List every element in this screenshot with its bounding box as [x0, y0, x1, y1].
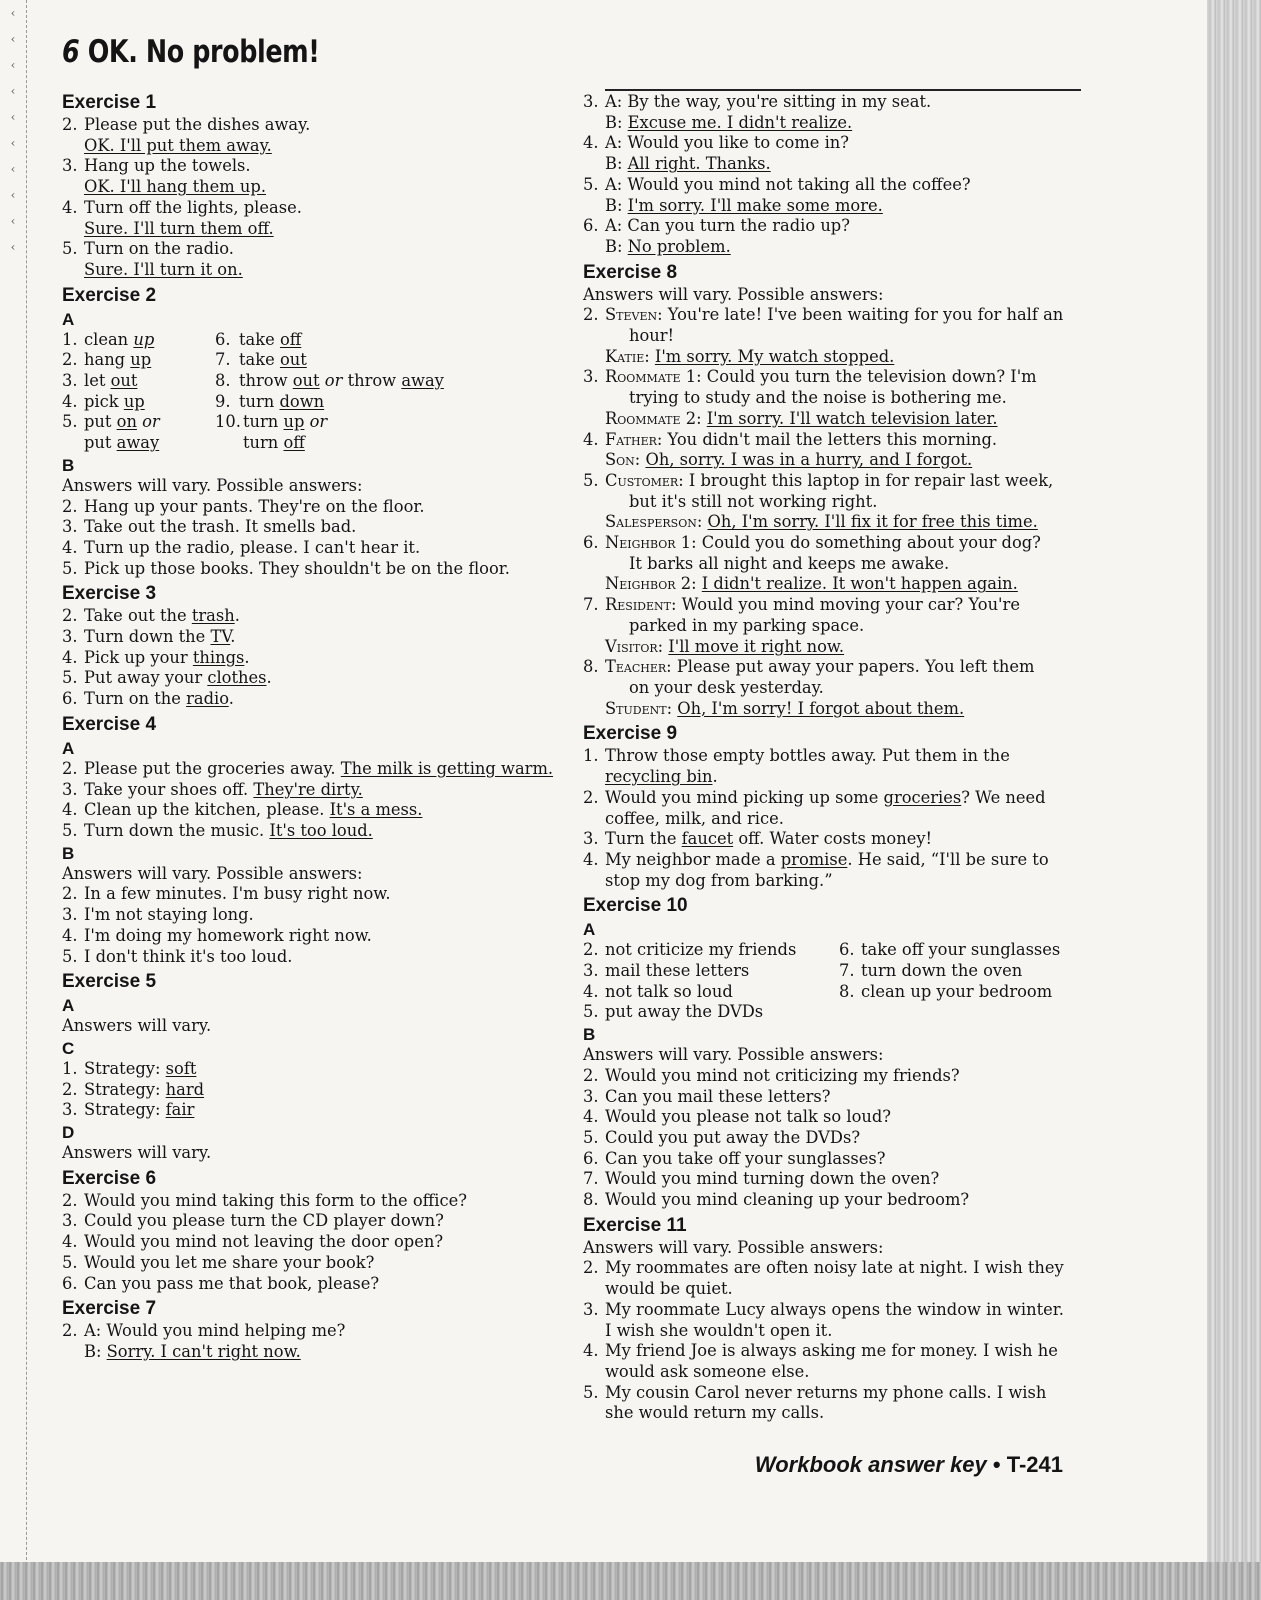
list-item: 1. Throw those empty bottles away. Put them in the — [583, 746, 1010, 766]
list-item: 4. not talk so loud — [583, 981, 733, 1001]
exercise-4-heading: Exercise 4 — [62, 713, 157, 735]
list-item: 2. In a few minutes. I'm busy right now. — [62, 884, 391, 904]
exercise-10-a-left — [583, 940, 839, 1023]
list-item: 2. Hang up your pants. They're on the floor. — [62, 496, 425, 516]
answer: B: Excuse me. I didn't realize. — [605, 112, 853, 132]
list-item: 4. A: Would you like to come in? — [583, 133, 850, 153]
list-item: 2. Take out the trash. — [62, 606, 240, 626]
list-item: 3. Can you mail these letters? — [583, 1086, 831, 1106]
list-item: 2. Strategy: hard — [62, 1079, 205, 1099]
exercise-6-heading: Exercise 6 — [62, 1167, 157, 1189]
list-item: 2. not criticize my friends — [583, 940, 797, 960]
answer: Sure. I'll turn them off. — [84, 218, 274, 238]
page-footer — [755, 1452, 1063, 1478]
exercise-10-heading: Exercise 10 — [583, 895, 688, 917]
dialog-line-cont: It barks all night and keeps me awake. — [629, 553, 950, 573]
dialog-line: 6. Neighbor 1: Could you do something about your dog? — [583, 533, 1041, 553]
answer-text: Answers will vary. — [62, 1016, 212, 1036]
list-item: 8. throw out or throw away — [215, 371, 444, 391]
exercise-1-heading: Exercise 1 — [62, 92, 157, 113]
section-a-label: A — [62, 309, 75, 329]
left-column — [62, 88, 562, 1363]
dialog-reply: Neighbor 2: I didn't realize. It won't happen again. — [605, 574, 1018, 594]
list-item: 3. I'm not staying long. — [62, 905, 254, 925]
list-item: 5. My cousin Carol never returns my phone calls. I wish — [583, 1382, 1047, 1402]
answer: B: Sorry. I can't right now. — [84, 1341, 301, 1361]
list-item-cont: coffee, milk, and rice. — [605, 808, 784, 828]
exercise-7-heading: Exercise 7 — [62, 1298, 157, 1320]
section-b-label: B — [62, 455, 75, 475]
list-item-cont: she would return my calls. — [605, 1403, 825, 1423]
section-a-label: A — [583, 920, 596, 940]
list-item: 1. clean up — [62, 329, 155, 349]
exercise-11-heading: Exercise 11 — [583, 1214, 687, 1236]
list-item: 3. let out — [62, 371, 138, 391]
page-number: T-241 — [1006, 1452, 1063, 1477]
dialog-line-cont: trying to study and the noise is bothering me. — [629, 388, 1007, 408]
list-item: 8. clean up your bedroom — [839, 981, 1053, 1001]
list-item: 5. I don't think it's too loud. — [62, 946, 293, 966]
list-item: 3. Take out the trash. It smells bad. — [62, 517, 357, 537]
list-item: 3. My roommate Lucy always opens the window in winter. — [583, 1299, 1064, 1319]
list-item: 5. put away the DVDs — [583, 1002, 764, 1022]
list-item: 3. Strategy: fair — [62, 1100, 195, 1120]
answer: OK. I'll hang them up. — [84, 177, 266, 197]
list-item: 5. A: Would you mind not taking all the coffee? — [583, 174, 971, 194]
exercise-3-heading: Exercise 3 — [62, 583, 157, 605]
list-item: 7. Would you mind turning down the oven? — [583, 1169, 940, 1189]
list-item: 1. Strategy: soft — [62, 1058, 197, 1078]
answer: B: No problem. — [605, 236, 731, 256]
list-item: 4. Turn off the lights, please. — [62, 197, 302, 217]
dialog-reply: Son: Oh, sorry. I was in a hurry, and I forgot. — [605, 450, 973, 470]
list-item: 3. Could you please turn the CD player down? — [62, 1211, 444, 1231]
dialog-line: 4. Father: You didn't mail the letters this morning. — [583, 429, 998, 449]
dialog-reply: Student: Oh, I'm sorry! I forgot about them. — [605, 698, 965, 718]
answer: B: I'm sorry. I'll make some more. — [605, 195, 883, 215]
list-item: 5. Pick up those books. They shouldn't be on the floor. — [62, 558, 510, 578]
list-item: 3. Hang up the towels. — [62, 156, 251, 176]
list-item: 2. Please put the groceries away. The milk is getting warm. — [62, 758, 554, 778]
dialog-line-cont: on your desk yesterday. — [629, 677, 824, 697]
dialog-reply: Salesperson: Oh, I'm sorry. I'll fix it for free this time. — [605, 512, 1038, 532]
exercise-2-heading: Exercise 2 — [62, 284, 157, 306]
list-item: 3. Turn down the TV. — [62, 627, 236, 647]
list-item: 4. Clean up the kitchen, please. It's a mess. — [62, 800, 423, 820]
unit-number: 6 — [62, 34, 80, 70]
right-column — [583, 92, 1083, 1424]
dialog-line: 3. Roommate 1: Could you turn the television down? I'm — [583, 367, 1037, 387]
list-item: 4. Turn up the radio, please. I can't hear it. — [62, 537, 421, 557]
answer: Sure. I'll turn it on. — [84, 259, 243, 279]
exercise-8-heading: Exercise 8 — [583, 261, 678, 283]
scan-edge-bottom — [0, 1562, 1261, 1600]
list-item: 7. take out — [215, 350, 307, 370]
footer-bullet: • — [992, 1452, 1001, 1477]
list-item: 3. mail these letters — [583, 961, 750, 981]
list-item: 2. Would you mind picking up some groceries? We need — [583, 787, 1046, 807]
list-item: 5. Turn down the music. It's too loud. — [62, 820, 373, 840]
intro-text: Answers will vary. Possible answers: — [583, 284, 884, 304]
footer-title: Workbook answer key — [754, 1452, 987, 1477]
list-item: 3. Turn the faucet off. Water costs money! — [583, 829, 933, 849]
list-item: 4. Pick up your things. — [62, 647, 250, 667]
list-item: 6. A: Can you turn the radio up? — [583, 216, 850, 236]
list-item: 5. Could you put away the DVDs? — [583, 1127, 861, 1147]
list-item-cont: would ask someone else. — [605, 1361, 810, 1381]
list-item-cont: I wish she wouldn't open it. — [605, 1320, 833, 1340]
header-rule — [605, 89, 1081, 91]
list-item: 5. Turn on the radio. — [62, 239, 234, 259]
intro-text: Answers will vary. Possible answers: — [583, 1237, 884, 1257]
exercise-10-a-right — [839, 940, 1069, 1023]
intro-text: Answers will vary. Possible answers: — [583, 1045, 884, 1065]
dialog-line: 5. Customer: I brought this laptop in for repair last week, — [583, 470, 1054, 490]
exercise-5-heading: Exercise 5 — [62, 971, 157, 993]
list-item: 9. turn down — [215, 391, 325, 411]
list-item: 4. Would you mind not leaving the door open? — [62, 1232, 444, 1252]
dialog-reply: Katie: I'm sorry. My watch stopped. — [605, 346, 895, 366]
list-item-cont: stop my dog from barking.” — [605, 870, 833, 890]
dialog-line: 7. Resident: Would you mind moving your car? You're — [583, 595, 1020, 615]
list-item: 5. Would you let me share your book? — [62, 1252, 375, 1272]
list-item: 3. A: By the way, you're sitting in my seat. — [583, 92, 932, 111]
section-b-label: B — [62, 843, 75, 863]
exercise-9-heading: Exercise 9 — [583, 723, 678, 745]
list-item-cont: would be quiet. — [605, 1279, 733, 1299]
section-a-label: A — [62, 996, 75, 1016]
list-item: 4. My neighbor made a promise. He said, “I'll be sure to — [583, 849, 1049, 869]
list-item: 2. hang up — [62, 350, 152, 370]
binding-edge: ‹ ‹ ‹ ‹ ‹ ‹ ‹ ‹ ‹ ‹ — [0, 0, 27, 1600]
list-item: 5. Put away your clothes. — [62, 668, 272, 688]
dialog-line: 8. Teacher: Please put away your papers. You left them — [583, 657, 1035, 677]
dialog-reply: Visitor: I'll move it right now. — [605, 636, 845, 656]
section-d-label: D — [62, 1123, 75, 1143]
list-item: 2. Would you mind not criticizing my friends? — [583, 1065, 960, 1085]
list-item: 6. Turn on the radio. — [62, 689, 234, 709]
list-item: 4. My friend Joe is always asking me for money. I wish he — [583, 1341, 1058, 1361]
dialog-line: 2. Steven: You're late! I've been waiting for you for half an — [583, 305, 1064, 325]
list-item: 4. pick up — [62, 391, 145, 411]
list-item: 7. turn down the oven — [839, 961, 1023, 981]
exercise-2-a-left — [62, 330, 215, 454]
list-item: 10. turn up or — [215, 412, 328, 432]
list-item-continued: put away — [84, 433, 160, 453]
intro-text: Answers will vary. Possible answers: — [62, 863, 363, 883]
dialog-reply: Roommate 2: I'm sorry. I'll watch television later. — [605, 408, 998, 428]
list-item: 6. take off your sunglasses — [839, 940, 1061, 960]
unit-title-text: OK. No problem! — [87, 34, 320, 70]
dialog-line-cont: hour! — [629, 326, 675, 346]
list-item: 4. Would you please not talk so loud? — [583, 1107, 892, 1127]
exercise-2-a-right — [215, 330, 515, 454]
answer-text: Answers will vary. — [62, 1143, 212, 1163]
answer: B: All right. Thanks. — [605, 154, 771, 174]
list-item: 6. Can you pass me that book, please? — [62, 1273, 380, 1293]
list-item: 3. Take your shoes off. They're dirty. — [62, 779, 363, 799]
exercise-10-a — [583, 940, 1083, 1023]
list-item: 4. I'm doing my homework right now. — [62, 925, 372, 945]
exercise-2-a — [62, 330, 562, 454]
dialog-line-cont: but it's still not working right. — [629, 491, 878, 511]
list-item-cont: recycling bin. — [605, 767, 718, 787]
list-item: 5. put on or — [62, 412, 160, 432]
section-c-label: C — [62, 1038, 75, 1058]
list-item: 2. My roommates are often noisy late at night. I wish they — [583, 1258, 1064, 1278]
section-b-label: B — [583, 1025, 596, 1045]
list-item: 8. Would you mind cleaning up your bedroom? — [583, 1190, 970, 1210]
list-item: 2. Please put the dishes away. — [62, 115, 311, 134]
list-item: 2. A: Would you mind helping me? — [62, 1321, 346, 1341]
section-a-label: A — [62, 738, 75, 758]
answer: OK. I'll put them away. — [84, 135, 272, 155]
scan-edge-right — [1207, 0, 1261, 1600]
unit-title — [62, 34, 319, 70]
list-item: 2. Would you mind taking this form to the office? — [62, 1190, 467, 1210]
dialog-line-cont: parked in my parking space. — [629, 615, 865, 635]
intro-text: Answers will vary. Possible answers: — [62, 475, 363, 495]
list-item: 6. take off — [215, 329, 302, 349]
list-item-continued: turn off — [243, 433, 305, 453]
exercise-1 — [62, 115, 562, 281]
list-item: 6. Can you take off your sunglasses? — [583, 1148, 886, 1168]
